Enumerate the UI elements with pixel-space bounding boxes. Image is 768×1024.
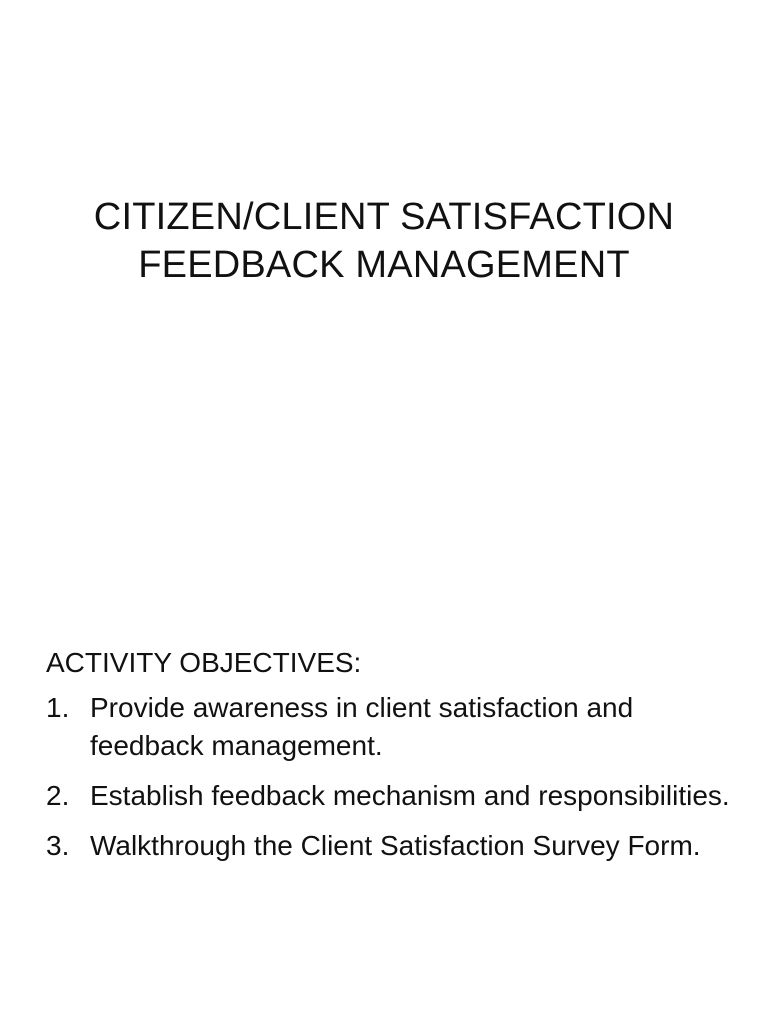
objectives-heading: ACTIVITY OBJECTIVES: [46,647,362,678]
slide-title-line-1: CITIZEN/CLIENT SATISFACTION [93,196,675,238]
objectives-section [46,645,736,877]
slide-title-line-2: FEEDBACK MANAGEMENT [138,244,630,286]
objective-number: 1. [46,692,70,723]
objective-item-3 [46,827,736,865]
objective-number: 2. [46,780,70,811]
objective-item-2 [46,777,736,815]
objectives-list [46,689,736,865]
objective-number: 3. [46,830,70,861]
objective-item-1 [46,689,736,765]
objective-text: Provide awareness in client satisfaction and feedback management. [90,692,634,761]
objective-text: Establish feedback mechanism and responsibilities. [90,780,730,811]
objective-text: Walkthrough the Client Satisfaction Survey Form. [90,830,701,861]
slide-title [40,193,728,289]
